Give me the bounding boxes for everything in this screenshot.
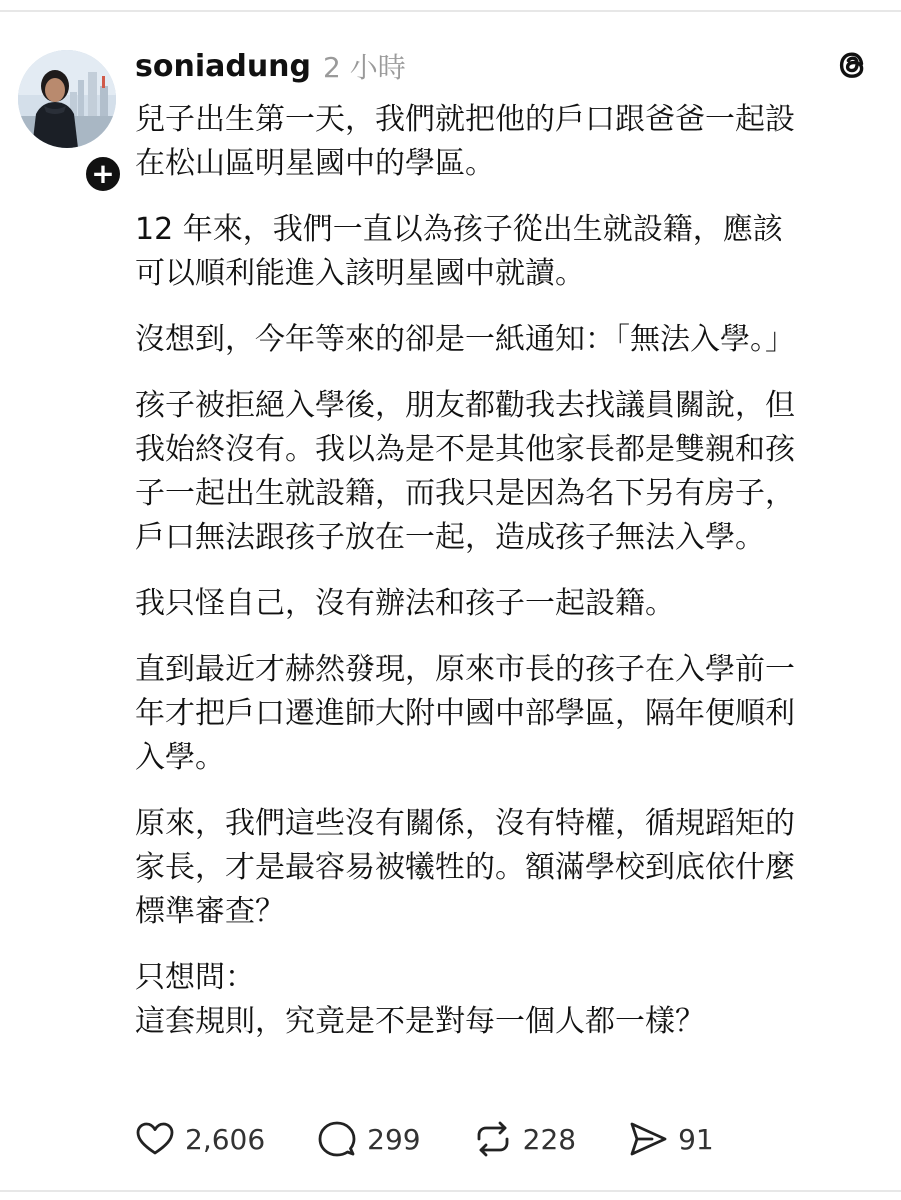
like-count: 2,606 [185, 1122, 266, 1156]
profile-photo [18, 50, 116, 148]
avatar[interactable] [18, 50, 116, 148]
post-paragraph-8: 只想問： 這套規則，究竟是不是對每一個人都一樣？ [135, 960, 705, 1039]
post-paragraph-6: 直到最近才赫然發現，原來市長的孩子在入學前一 年才把戶口遷進師大附中國中部學區，隔年便順利 入學。 [135, 652, 795, 775]
timestamp: 2 小時 [323, 51, 406, 84]
comment-count: 299 [367, 1122, 421, 1156]
plus-icon: + [91, 157, 115, 190]
post-paragraph-1: 兒子出生第一天，我們就把他的戶口跟爸爸一起設 在松山區明星國中的學區。 [135, 102, 795, 181]
post-paragraph-7: 原來，我們這些沒有關係，沒有特權，循規蹈矩的 家長，才是最容易被犧牲的。額滿學校到底依什麼 標準審查？ [135, 806, 795, 929]
post-paragraph-3: 沒想到，今年等來的卻是一紙通知：「無法入學。」 [135, 322, 795, 357]
heart-icon [135, 1121, 175, 1157]
post-header [135, 44, 406, 88]
post-body [135, 98, 880, 1066]
bottom-divider [0, 1190, 901, 1192]
follow-button[interactable] [82, 153, 124, 195]
post-paragraph-2: 12 年來，我們一直以為孩子從出生就設籍，應該 可以順利能進入該明星國中就讀。 [135, 212, 783, 291]
post-actions [135, 1117, 766, 1161]
speech-bubble-icon [317, 1120, 357, 1158]
top-divider [0, 10, 901, 12]
share-button[interactable] [628, 1120, 714, 1158]
paper-plane-icon [628, 1120, 668, 1158]
repost-count: 228 [522, 1122, 577, 1156]
repost-button[interactable] [473, 1120, 576, 1158]
comment-button[interactable] [317, 1120, 420, 1158]
repost-arrows-icon [473, 1120, 513, 1158]
share-count: 91 [678, 1122, 714, 1156]
username[interactable]: soniadung [135, 48, 312, 84]
post-paragraph-5: 我只怪自己，沒有辦法和孩子一起設籍。 [135, 586, 675, 621]
post-paragraph-4: 孩子被拒絕入學後，朋友都勸我去找議員關說，但 我始終沒有。我以為是不是其他家長都是雙親和孩 子一起出生就設籍，而我只是因為名下另有房子， 戶口無法跟孩子放在一起，造成孩子無法入學。 [135, 388, 795, 555]
avatar-container[interactable] [18, 50, 116, 190]
like-button[interactable] [135, 1121, 265, 1157]
threads-logo-icon[interactable] [832, 45, 872, 85]
